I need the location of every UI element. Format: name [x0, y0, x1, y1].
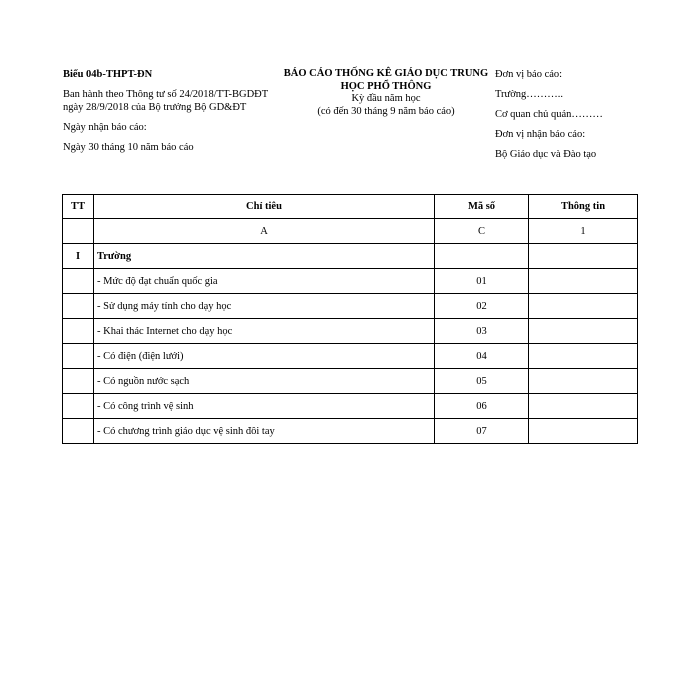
code-cell-info: 1: [529, 219, 638, 244]
statistics-table: [62, 194, 638, 444]
row-number: [63, 269, 94, 294]
row-info-cell[interactable]: [529, 369, 638, 394]
form-code: Biểu 04b-THPT-ĐN: [63, 69, 153, 80]
report-title-line-1: BÁO CÁO THỐNG KÊ GIÁO DỤC TRUNG: [283, 68, 489, 79]
row-number: [63, 319, 94, 344]
group-code: [435, 244, 529, 269]
table-row: [63, 269, 638, 294]
row-number: [63, 394, 94, 419]
code-cell-tt: [63, 219, 94, 244]
row-code: 01: [435, 269, 529, 294]
table-row: [63, 294, 638, 319]
row-label: - Có công trình vệ sinh: [94, 394, 435, 419]
row-code: 07: [435, 419, 529, 444]
header-right: [495, 68, 655, 168]
row-info-cell[interactable]: [529, 344, 638, 369]
receiving-unit: Bộ Giáo dục và Đào tạo: [495, 149, 597, 160]
header-center: [280, 68, 492, 118]
receive-date-label: Ngày nhận báo cáo:: [63, 122, 147, 133]
row-code: 05: [435, 369, 529, 394]
row-code: 04: [435, 344, 529, 369]
row-number: [63, 294, 94, 319]
group-label: Trường: [94, 244, 435, 269]
report-period-note: (có đến 30 tháng 9 năm báo cáo): [317, 105, 455, 117]
column-header-code: Mã số: [435, 195, 529, 219]
row-label: - Khai thác Internet cho dạy học: [94, 319, 435, 344]
group-info[interactable]: [529, 244, 638, 269]
managing-agency: Cơ quan chủ quản………: [495, 109, 603, 120]
row-info-cell[interactable]: [529, 269, 638, 294]
row-label: - Có chương trình giáo dục vệ sinh đôi tay: [94, 419, 435, 444]
issued-line-2: ngày 28/9/2018 của Bộ trưởng Bộ GD&ĐT: [63, 102, 247, 113]
group-row: [63, 244, 638, 269]
row-label: - Có nguồn nước sạch: [94, 369, 435, 394]
row-code: 06: [435, 394, 529, 419]
header-left: [63, 68, 293, 154]
receive-date-value: Ngày 30 tháng 10 năm báo cáo: [63, 142, 194, 153]
row-info-cell[interactable]: [529, 394, 638, 419]
column-header-tt: TT: [63, 195, 94, 219]
group-number: I: [63, 244, 94, 269]
row-code: 03: [435, 319, 529, 344]
row-info-cell[interactable]: [529, 294, 638, 319]
table-header-row: [63, 195, 638, 219]
issued-line-1: Ban hành theo Thông tư số 24/2018/TT-BGDĐT: [63, 89, 269, 100]
row-label: - Có điện (điện lưới): [94, 344, 435, 369]
school-name: Trường………..: [495, 89, 564, 100]
column-header-indicator: Chỉ tiêu: [94, 195, 435, 219]
table-row: [63, 394, 638, 419]
reporting-unit-label: Đơn vị báo cáo:: [495, 69, 563, 80]
report-period: Kỳ đầu năm học: [351, 93, 421, 104]
row-code: 02: [435, 294, 529, 319]
row-label: - Mức độ đạt chuẩn quốc gia: [94, 269, 435, 294]
code-cell-indicator: A: [94, 219, 435, 244]
code-cell-code: C: [435, 219, 529, 244]
table-row: [63, 419, 638, 444]
row-number: [63, 369, 94, 394]
row-number: [63, 419, 94, 444]
column-header-info: Thông tin: [529, 195, 638, 219]
column-code-row: [63, 219, 638, 244]
table-row: [63, 319, 638, 344]
row-number: [63, 344, 94, 369]
row-label: - Sử dụng máy tính cho dạy học: [94, 294, 435, 319]
report-title-line-2: HỌC PHỔ THÔNG: [340, 80, 432, 92]
receiving-unit-label: Đơn vị nhận báo cáo:: [495, 129, 586, 140]
row-info-cell[interactable]: [529, 419, 638, 444]
table-row: [63, 369, 638, 394]
row-info-cell[interactable]: [529, 319, 638, 344]
table-row: [63, 344, 638, 369]
